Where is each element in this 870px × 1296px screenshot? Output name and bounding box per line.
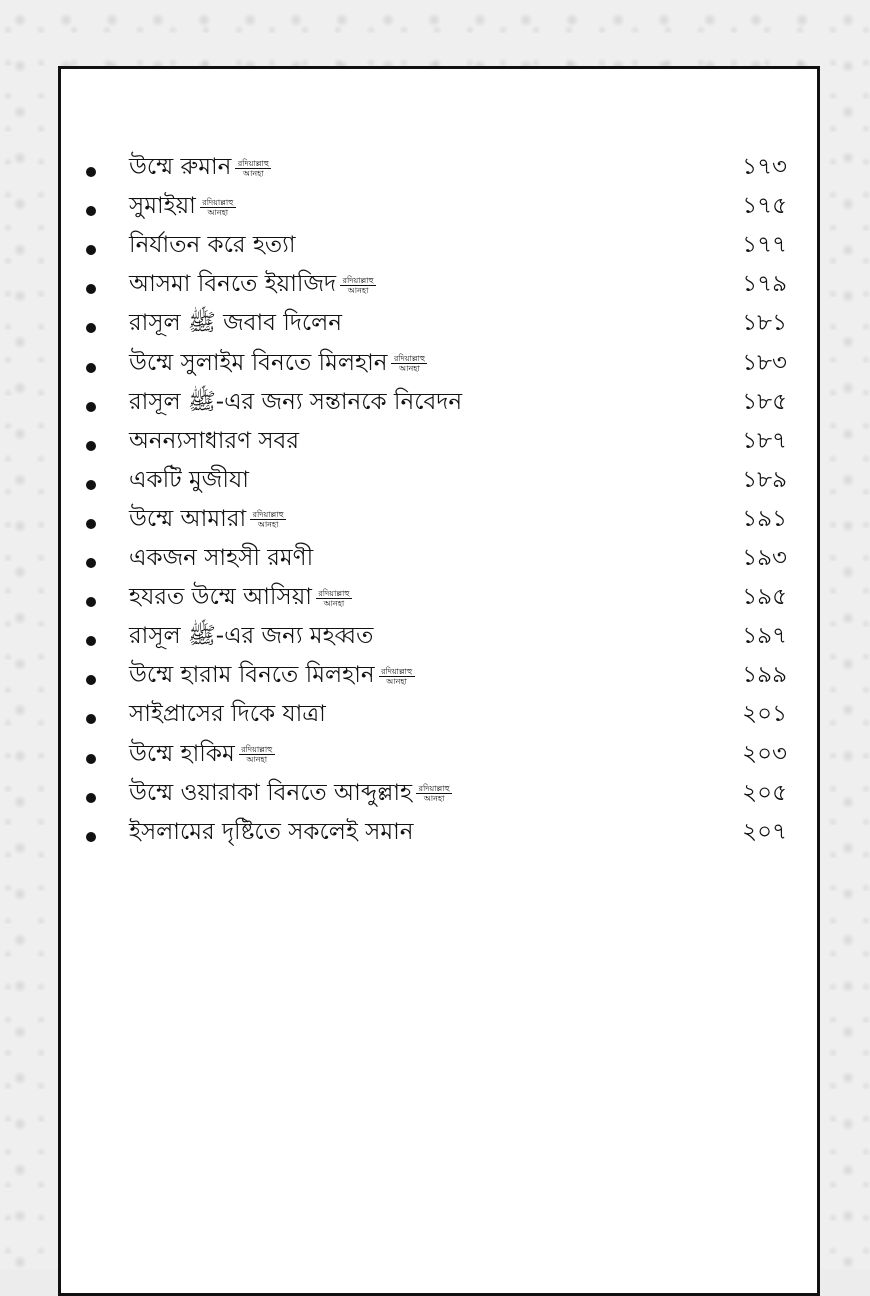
honorific-line1: রদিয়াল্লাহু (250, 510, 286, 520)
bullet-icon (86, 558, 96, 568)
toc-entry-title-text: রাসূল ﷺ-এর জন্য মহব্বত (129, 623, 374, 650)
honorific-mark (316, 589, 352, 607)
toc-entry-page-number: ২০৫ (742, 779, 787, 806)
toc-entry (61, 736, 817, 772)
honorific-line1: রদিয়াল্লাহু (200, 198, 236, 208)
toc-entry-title (129, 696, 326, 732)
toc-entry-page-number: ১৯৭ (742, 623, 787, 650)
bullet-icon (86, 675, 96, 685)
honorific-mark (416, 784, 452, 802)
toc-entry-title-text: অনন্যসাধারণ সবর (129, 427, 299, 454)
toc-entry (61, 423, 817, 459)
toc-entry (61, 579, 817, 615)
honorific-line1: রদিয়াল্লাহু (239, 745, 275, 755)
honorific-mark (391, 354, 427, 372)
bullet-icon (86, 402, 96, 412)
honorific-line1: রদিয়াল্লাহু (316, 589, 352, 599)
toc-entry-title (129, 501, 286, 537)
bullet-icon (86, 519, 96, 529)
toc-entry-title (129, 305, 342, 341)
toc-entry-page-number: ১৮৩ (742, 349, 787, 376)
honorific-line2: আনহা (399, 364, 420, 373)
toc-entry-title (129, 540, 313, 576)
honorific-line2: আনহা (243, 168, 264, 178)
toc-entry-title-text: উম্মে রুমান (129, 154, 232, 180)
toc-entry-page-number: ১৮৫ (742, 388, 787, 415)
toc-entry-title (129, 227, 296, 263)
toc-entry-page-number: ১৭৯ (742, 271, 787, 298)
toc-entry (61, 618, 817, 654)
toc-entry (61, 384, 817, 420)
honorific-line2: আনহা (207, 207, 229, 217)
bullet-icon (86, 832, 96, 842)
honorific-mark (250, 510, 286, 528)
toc-entry-title (129, 618, 373, 654)
honorific-line1: রদিয়াল্লাহু (379, 667, 415, 677)
toc-entry-title (129, 775, 452, 811)
toc-entry-page-number: ১৯৯ (742, 662, 787, 689)
toc-entry-title-text: ইসলামের দৃষ্টিতে সকলেই সমান (129, 818, 414, 845)
toc-entry-title (129, 149, 271, 185)
bullet-icon (86, 441, 96, 451)
honorific-line2: আনহা (257, 520, 279, 530)
toc-entry-title (129, 266, 376, 302)
toc-entry (61, 657, 817, 693)
toc-entry-title-text: আসমা বিনতে ইয়াজিদ (129, 271, 337, 298)
toc-entry-page-number: ১৮৯ (742, 466, 787, 493)
toc-entry-title-text: উম্মে সুলাইম বিনতে মিলহান (129, 349, 388, 376)
toc-entry-title-text: সুমাইয়া (129, 193, 196, 220)
honorific-mark (200, 198, 236, 216)
honorific-line2: আনহা (423, 794, 445, 804)
bullet-icon (86, 636, 96, 646)
honorific-mark (235, 159, 271, 177)
toc-entry-page-number: ২০৩ (742, 740, 787, 767)
toc-entry-title-text: একজন সাহসী রমণী (129, 545, 314, 571)
toc-entry-page-number: ১৭৩ (742, 154, 787, 180)
toc-entry-title (129, 579, 352, 615)
honorific-line2: আনহা (246, 755, 268, 764)
toc-entry-page-number: ১৮১ (742, 310, 787, 337)
honorific-line1: রদিয়াল্লাহু (391, 354, 427, 364)
bullet-icon (86, 363, 96, 373)
toc-entry (61, 149, 817, 185)
bullet-icon (86, 284, 96, 294)
toc-entry-title (129, 423, 299, 459)
toc-entry (61, 462, 817, 498)
toc-entry (61, 345, 817, 381)
toc-entry (61, 814, 817, 850)
toc-entry (61, 696, 817, 732)
honorific-line1: রদিয়াল্লাহু (235, 159, 271, 169)
honorific-mark (340, 276, 376, 294)
toc-entry-title (129, 384, 462, 420)
honorific-mark (239, 745, 275, 763)
toc-entry-title (129, 188, 236, 224)
toc-entry-title (129, 814, 414, 850)
toc-entry-page-number: ২০৭ (742, 818, 787, 845)
bullet-icon (86, 206, 96, 216)
toc-entry-title (129, 345, 427, 381)
toc-entry-title-text: সাইপ্রাসের দিকে যাত্রা (129, 701, 326, 728)
toc-entry-title-text: নির্যাতন করে হত্যা (129, 232, 296, 259)
bullet-icon (86, 480, 96, 490)
toc-entry-page-number: ১৯১ (742, 505, 787, 532)
honorific-line1: রদিয়াল্লাহু (416, 784, 452, 794)
toc-entry-title-text: উম্মে আমারা (129, 505, 247, 532)
toc-entry (61, 305, 817, 341)
toc-entry-page-number: ১৮৭ (742, 427, 787, 454)
table-of-contents-panel (58, 66, 820, 1296)
bullet-icon (86, 245, 96, 255)
honorific-mark (379, 667, 415, 685)
bullet-icon (86, 714, 96, 724)
toc-entry-title-text: উম্মে হারাম বিনতে মিলহান (129, 662, 375, 689)
bullet-icon (86, 597, 96, 607)
toc-entry-title-text: একটি মুজীযা (129, 466, 249, 493)
toc-entry-title (129, 736, 275, 772)
toc-entry-page-number: ২০১ (742, 701, 787, 728)
toc-entry (61, 501, 817, 537)
toc-entry (61, 775, 817, 811)
toc-entry-page-number: ১৭৫ (742, 193, 787, 220)
bullet-icon (86, 754, 96, 764)
toc-entry (61, 266, 817, 302)
honorific-line2: আনহা (347, 285, 369, 295)
bullet-icon (86, 167, 96, 177)
toc-entry-title-text: রাসূল ﷺ-এর জন্য সন্তানকে নিবেদন (129, 388, 463, 415)
toc-entry (61, 227, 817, 263)
honorific-line2: আনহা (386, 676, 407, 686)
bullet-icon (86, 323, 96, 333)
toc-entry-title (129, 657, 415, 693)
honorific-line1: রদিয়াল্লাহু (340, 276, 376, 286)
toc-entry-title-text: উম্মে হাকিম (129, 740, 235, 767)
bullet-icon (86, 793, 96, 803)
honorific-line2: আনহা (323, 598, 345, 608)
toc-entry (61, 188, 817, 224)
toc-entry-page-number: ১৭৭ (742, 232, 787, 259)
toc-entry-title-text: হযরত উম্মে আসিয়া (129, 584, 312, 611)
toc-entry-title-text: রাসূল ﷺ জবাব দিলেন (129, 310, 343, 337)
toc-entry-title-text: উম্মে ওয়ারাকা বিনতে আব্দুল্লাহ (129, 779, 413, 806)
toc-entry (61, 540, 817, 576)
toc-entry-page-number: ১৯৫ (742, 584, 787, 611)
toc-entry-title (129, 462, 249, 498)
toc-entry-page-number: ১৯৩ (742, 545, 787, 571)
